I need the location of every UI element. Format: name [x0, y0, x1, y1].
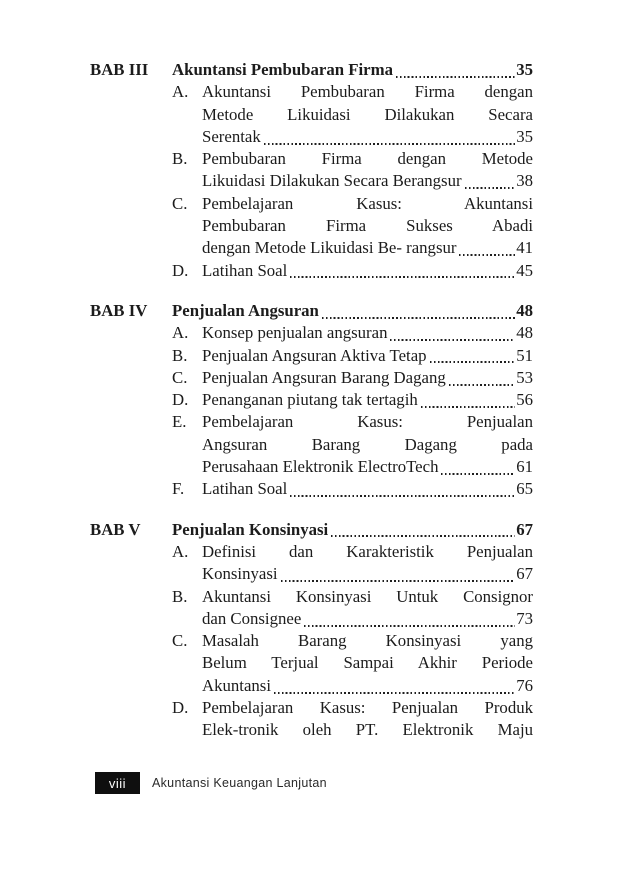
item-body — [202, 630, 533, 697]
dot-leader — [290, 495, 515, 497]
toc-item — [90, 193, 533, 260]
item-page-number: 65 — [516, 479, 533, 499]
dot-leader — [322, 317, 515, 319]
item-letter: D. — [172, 260, 189, 280]
dot-leader — [449, 384, 515, 386]
toc-chapter — [90, 59, 533, 282]
toc-item — [90, 148, 533, 193]
item-text: Latihan Soal — [202, 479, 288, 499]
toc-item — [90, 81, 533, 148]
item-line: Pembubaran Firma dengan Metode — [202, 149, 533, 169]
item-letter: B. — [172, 345, 188, 365]
item-text: Akuntansi — [202, 675, 271, 695]
item-last-line — [202, 260, 533, 282]
toc-item — [90, 478, 533, 500]
item-last-line — [202, 563, 533, 585]
chapter-page-number: 67 — [516, 519, 533, 539]
chapter-heading — [90, 300, 533, 322]
item-letter: C. — [172, 193, 188, 213]
toc-item — [90, 345, 533, 367]
dot-leader — [264, 143, 516, 145]
item-line: Masalah Barang Konsinyasi yang — [202, 631, 533, 651]
item-letter: A. — [172, 323, 189, 343]
toc-chapter — [90, 300, 533, 501]
toc-item — [90, 541, 533, 586]
footer-page-number-badge — [95, 772, 140, 794]
item-last-line — [202, 367, 533, 389]
item-line: Elek-tronik oleh PT. Elektronik Maju — [202, 720, 533, 740]
item-text: Penanganan piutang tak tertagih — [202, 390, 418, 410]
item-line: Akuntansi Pembubaran Firma dengan — [202, 82, 533, 102]
item-body — [202, 478, 533, 500]
item-line: Akuntansi Konsinyasi Untuk Consignor — [202, 586, 533, 606]
item-letter: D. — [172, 698, 189, 718]
item-body — [202, 345, 533, 367]
item-body — [202, 81, 533, 148]
item-last-line — [202, 345, 533, 367]
item-last-line — [202, 675, 533, 697]
dot-leader — [465, 187, 516, 189]
chapter-page-number: 35 — [516, 60, 533, 79]
item-page-number: 67 — [516, 564, 533, 584]
toc-item — [90, 697, 533, 742]
item-body — [202, 260, 533, 282]
item-text: dengan Metode Likuidasi Be- rangsur — [202, 238, 457, 258]
footer-book-title: Akuntansi Keuangan Lanjutan — [152, 776, 327, 790]
item-body — [202, 389, 533, 411]
item-text: Konsep penjualan angsuran — [202, 323, 388, 343]
toc-item — [90, 411, 533, 478]
item-line: Belum Terjual Sampai Akhir Periode — [202, 653, 533, 673]
item-last-line — [202, 322, 533, 344]
item-letter: F. — [172, 479, 185, 499]
item-body — [202, 367, 533, 389]
item-letter: B. — [172, 149, 188, 169]
item-last-line — [202, 237, 533, 259]
item-page-number: 51 — [516, 345, 533, 365]
page-footer — [95, 772, 327, 794]
item-last-line — [202, 389, 533, 411]
item-text: Konsinyasi — [202, 564, 278, 584]
item-line: Angsuran Barang Dagang pada — [202, 434, 533, 454]
toc-item — [90, 367, 533, 389]
item-text: Penjualan Angsuran Barang Dagang — [202, 367, 446, 387]
item-page-number: 73 — [516, 608, 533, 628]
dot-leader — [281, 580, 516, 582]
item-letter: E. — [172, 412, 187, 432]
item-page-number: 56 — [516, 390, 533, 410]
dot-leader — [430, 361, 516, 363]
toc-item — [90, 389, 533, 411]
item-page-number: 41 — [516, 238, 533, 258]
item-last-line — [202, 456, 533, 478]
dot-leader — [390, 339, 515, 341]
item-letter: B. — [172, 586, 188, 606]
item-page-number: 38 — [516, 171, 533, 191]
item-page-number: 61 — [516, 457, 533, 477]
item-line: Pembelajaran Kasus: Penjualan Produk — [202, 698, 533, 718]
item-line: Pembelajaran Kasus: Penjualan — [202, 412, 533, 432]
chapter-page-number: 48 — [516, 300, 533, 320]
chapter-label: BAB V — [90, 519, 141, 539]
item-letter: A. — [172, 82, 189, 102]
chapter-title: Akuntansi Pembubaran Firma — [172, 60, 393, 79]
chapter-heading — [90, 519, 533, 541]
item-line: Pembubaran Firma Sukses Abadi — [202, 216, 533, 236]
item-letter: C. — [172, 367, 188, 387]
item-body — [202, 322, 533, 344]
item-page-number: 48 — [516, 323, 533, 343]
item-last-line — [202, 608, 533, 630]
dot-leader — [274, 692, 515, 694]
item-body — [202, 541, 533, 586]
item-text: Penjualan Angsuran Aktiva Tetap — [202, 345, 427, 365]
item-text: Likuidasi Dilakukan Secara Berangsur — [202, 171, 462, 191]
footer-page-number: viii — [108, 775, 127, 791]
chapter-label: BAB IV — [90, 300, 148, 320]
item-last-line — [202, 170, 533, 192]
item-text: dan Consignee — [202, 608, 302, 628]
toc-item — [90, 630, 533, 697]
item-line: Metode Likuidasi Dilakukan Secara — [202, 104, 533, 124]
dot-leader — [331, 535, 515, 537]
item-page-number: 53 — [516, 367, 533, 387]
toc-item — [90, 260, 533, 282]
toc-chapter — [90, 519, 533, 742]
dot-leader — [396, 76, 515, 78]
item-text: Latihan Soal — [202, 260, 288, 280]
toc — [90, 59, 533, 742]
item-line: Pembelajaran Kasus: Akuntansi — [202, 193, 533, 213]
item-body — [202, 148, 533, 193]
chapter-title: Penjualan Konsinyasi — [172, 519, 329, 539]
toc-item — [90, 586, 533, 631]
item-body — [202, 193, 533, 260]
item-page-number: 45 — [516, 260, 533, 280]
item-body — [202, 697, 533, 742]
item-letter: D. — [172, 390, 189, 410]
item-text: Serentak — [202, 126, 261, 146]
dot-leader — [304, 625, 515, 627]
dot-leader — [421, 406, 515, 408]
item-text: Perusahaan Elektronik ElectroTech — [202, 457, 439, 477]
item-last-line — [202, 126, 533, 148]
item-body — [202, 411, 533, 478]
item-last-line — [202, 478, 533, 500]
item-letter: A. — [172, 541, 189, 561]
toc-item — [90, 322, 533, 344]
item-page-number: 35 — [516, 126, 533, 146]
chapter-title: Penjualan Angsuran — [172, 300, 319, 320]
chapter-label: BAB III — [90, 60, 149, 79]
dot-leader — [441, 473, 515, 475]
item-body — [202, 586, 533, 631]
dot-leader — [290, 276, 515, 278]
item-letter: C. — [172, 631, 188, 651]
chapter-heading — [90, 59, 533, 81]
item-page-number: 76 — [516, 675, 533, 695]
dot-leader — [459, 254, 515, 256]
item-line: Definisi dan Karakteristik Penjualan — [202, 541, 533, 561]
